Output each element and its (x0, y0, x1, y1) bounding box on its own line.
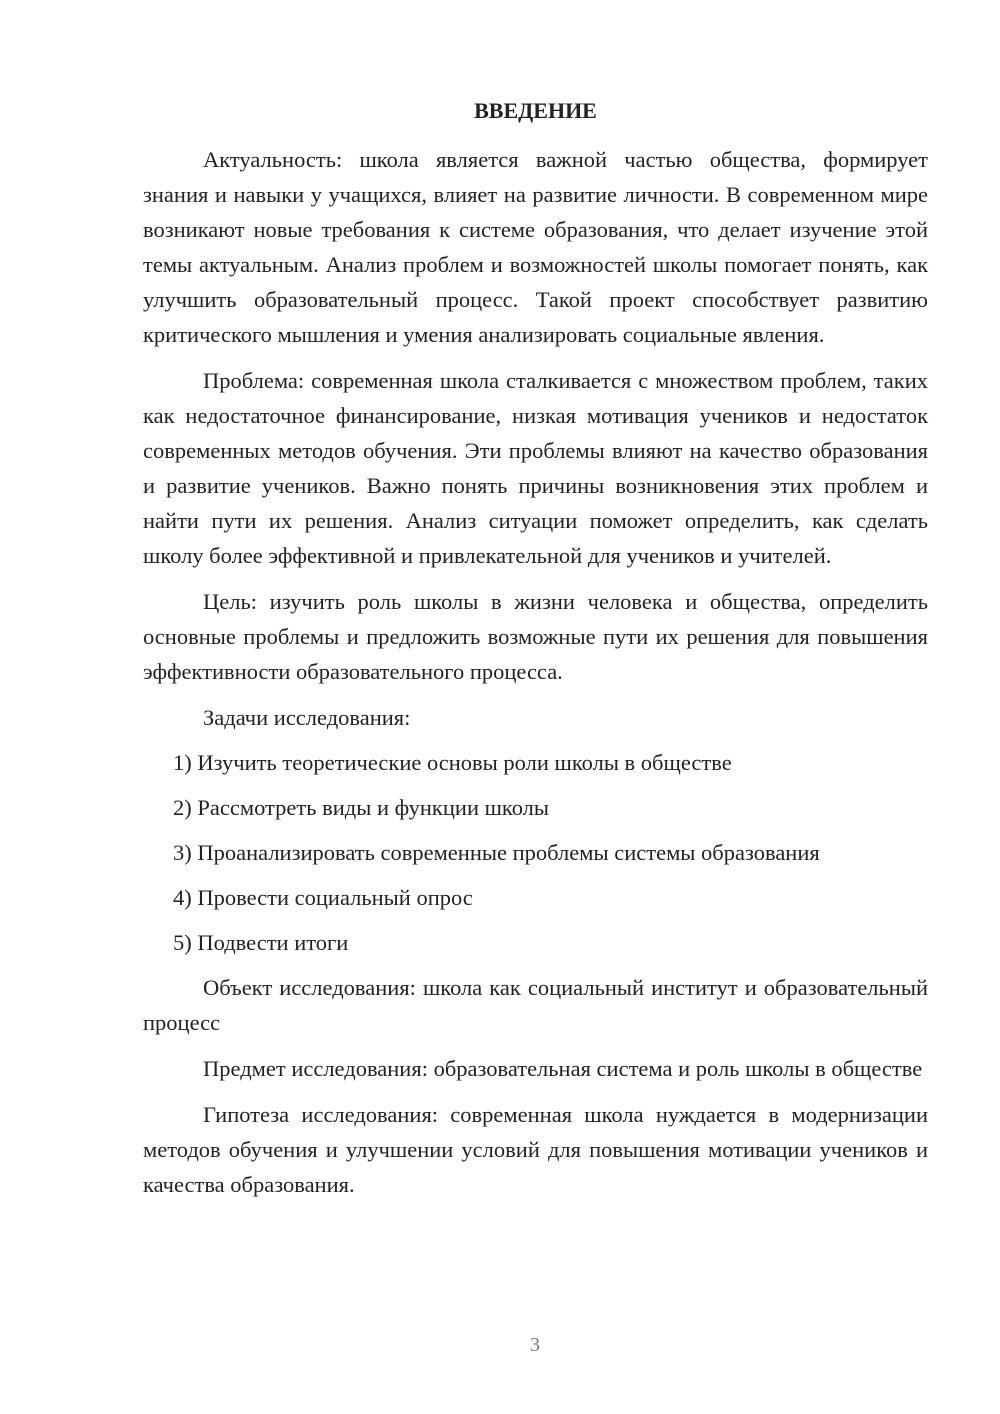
list-item: 1) Изучить теоретические основы роли школы в обществе (173, 750, 732, 775)
paragraph-hypothesis: Гипотеза исследования: современная школа нуждается в модернизации методов обучения и улучшении условий для повышения мотивации учеников и качества образования. (143, 1102, 928, 1197)
list-item: 5) Подвести итоги (173, 930, 349, 955)
paragraph-subject: Предмет исследования: образовательная система и роль школы в обществе (203, 1056, 923, 1081)
paragraph-problem: Проблема: современная школа сталкивается с множеством проблем, таких как недостаточное финансирование, низкая мотивация учеников и недостаток современных методов обучения. Эти проблемы влияют на качество образования и развитие учеников. Важно понять причины возникновения этих проблем и найти пути их решения. Анализ ситуации поможет определить, как сделать школу более эффективной и привлекательной для учеников и учителей. (143, 368, 928, 568)
page-number: 3 (530, 1334, 540, 1356)
list-item: 3) Проанализировать современные проблемы системы образования (173, 840, 820, 865)
paragraph-actuality: Актуальность: школа является важной частью общества, формирует знания и навыки у учащихся, влияет на развитие личности. В современном мире возникают новые требования к системе образования, что делает изучение этой темы актуальным. Анализ проблем и возможностей школы помогает понять, как улучшить образовательный процесс. Такой проект способствует развитию критического мышления и умения анализировать социальные явления. (143, 147, 928, 347)
list-item: 4) Провести социальный опрос (173, 885, 473, 910)
tasks-heading: Задачи исследования: (203, 705, 411, 730)
paragraph-object: Объект исследования: школа как социальный институт и образовательный процесс (143, 975, 928, 1035)
section-title: ВВЕДЕНИЕ (474, 98, 597, 123)
paragraph-goal: Цель: изучить роль школы в жизни человека и общества, определить основные проблемы и предложить возможные пути их решения для повышения эффективности образовательного процесса. (143, 589, 928, 684)
document-body (143, 142, 928, 1213)
list-item: 2) Рассмотреть виды и функции школы (173, 795, 550, 820)
tasks-list (143, 745, 928, 960)
